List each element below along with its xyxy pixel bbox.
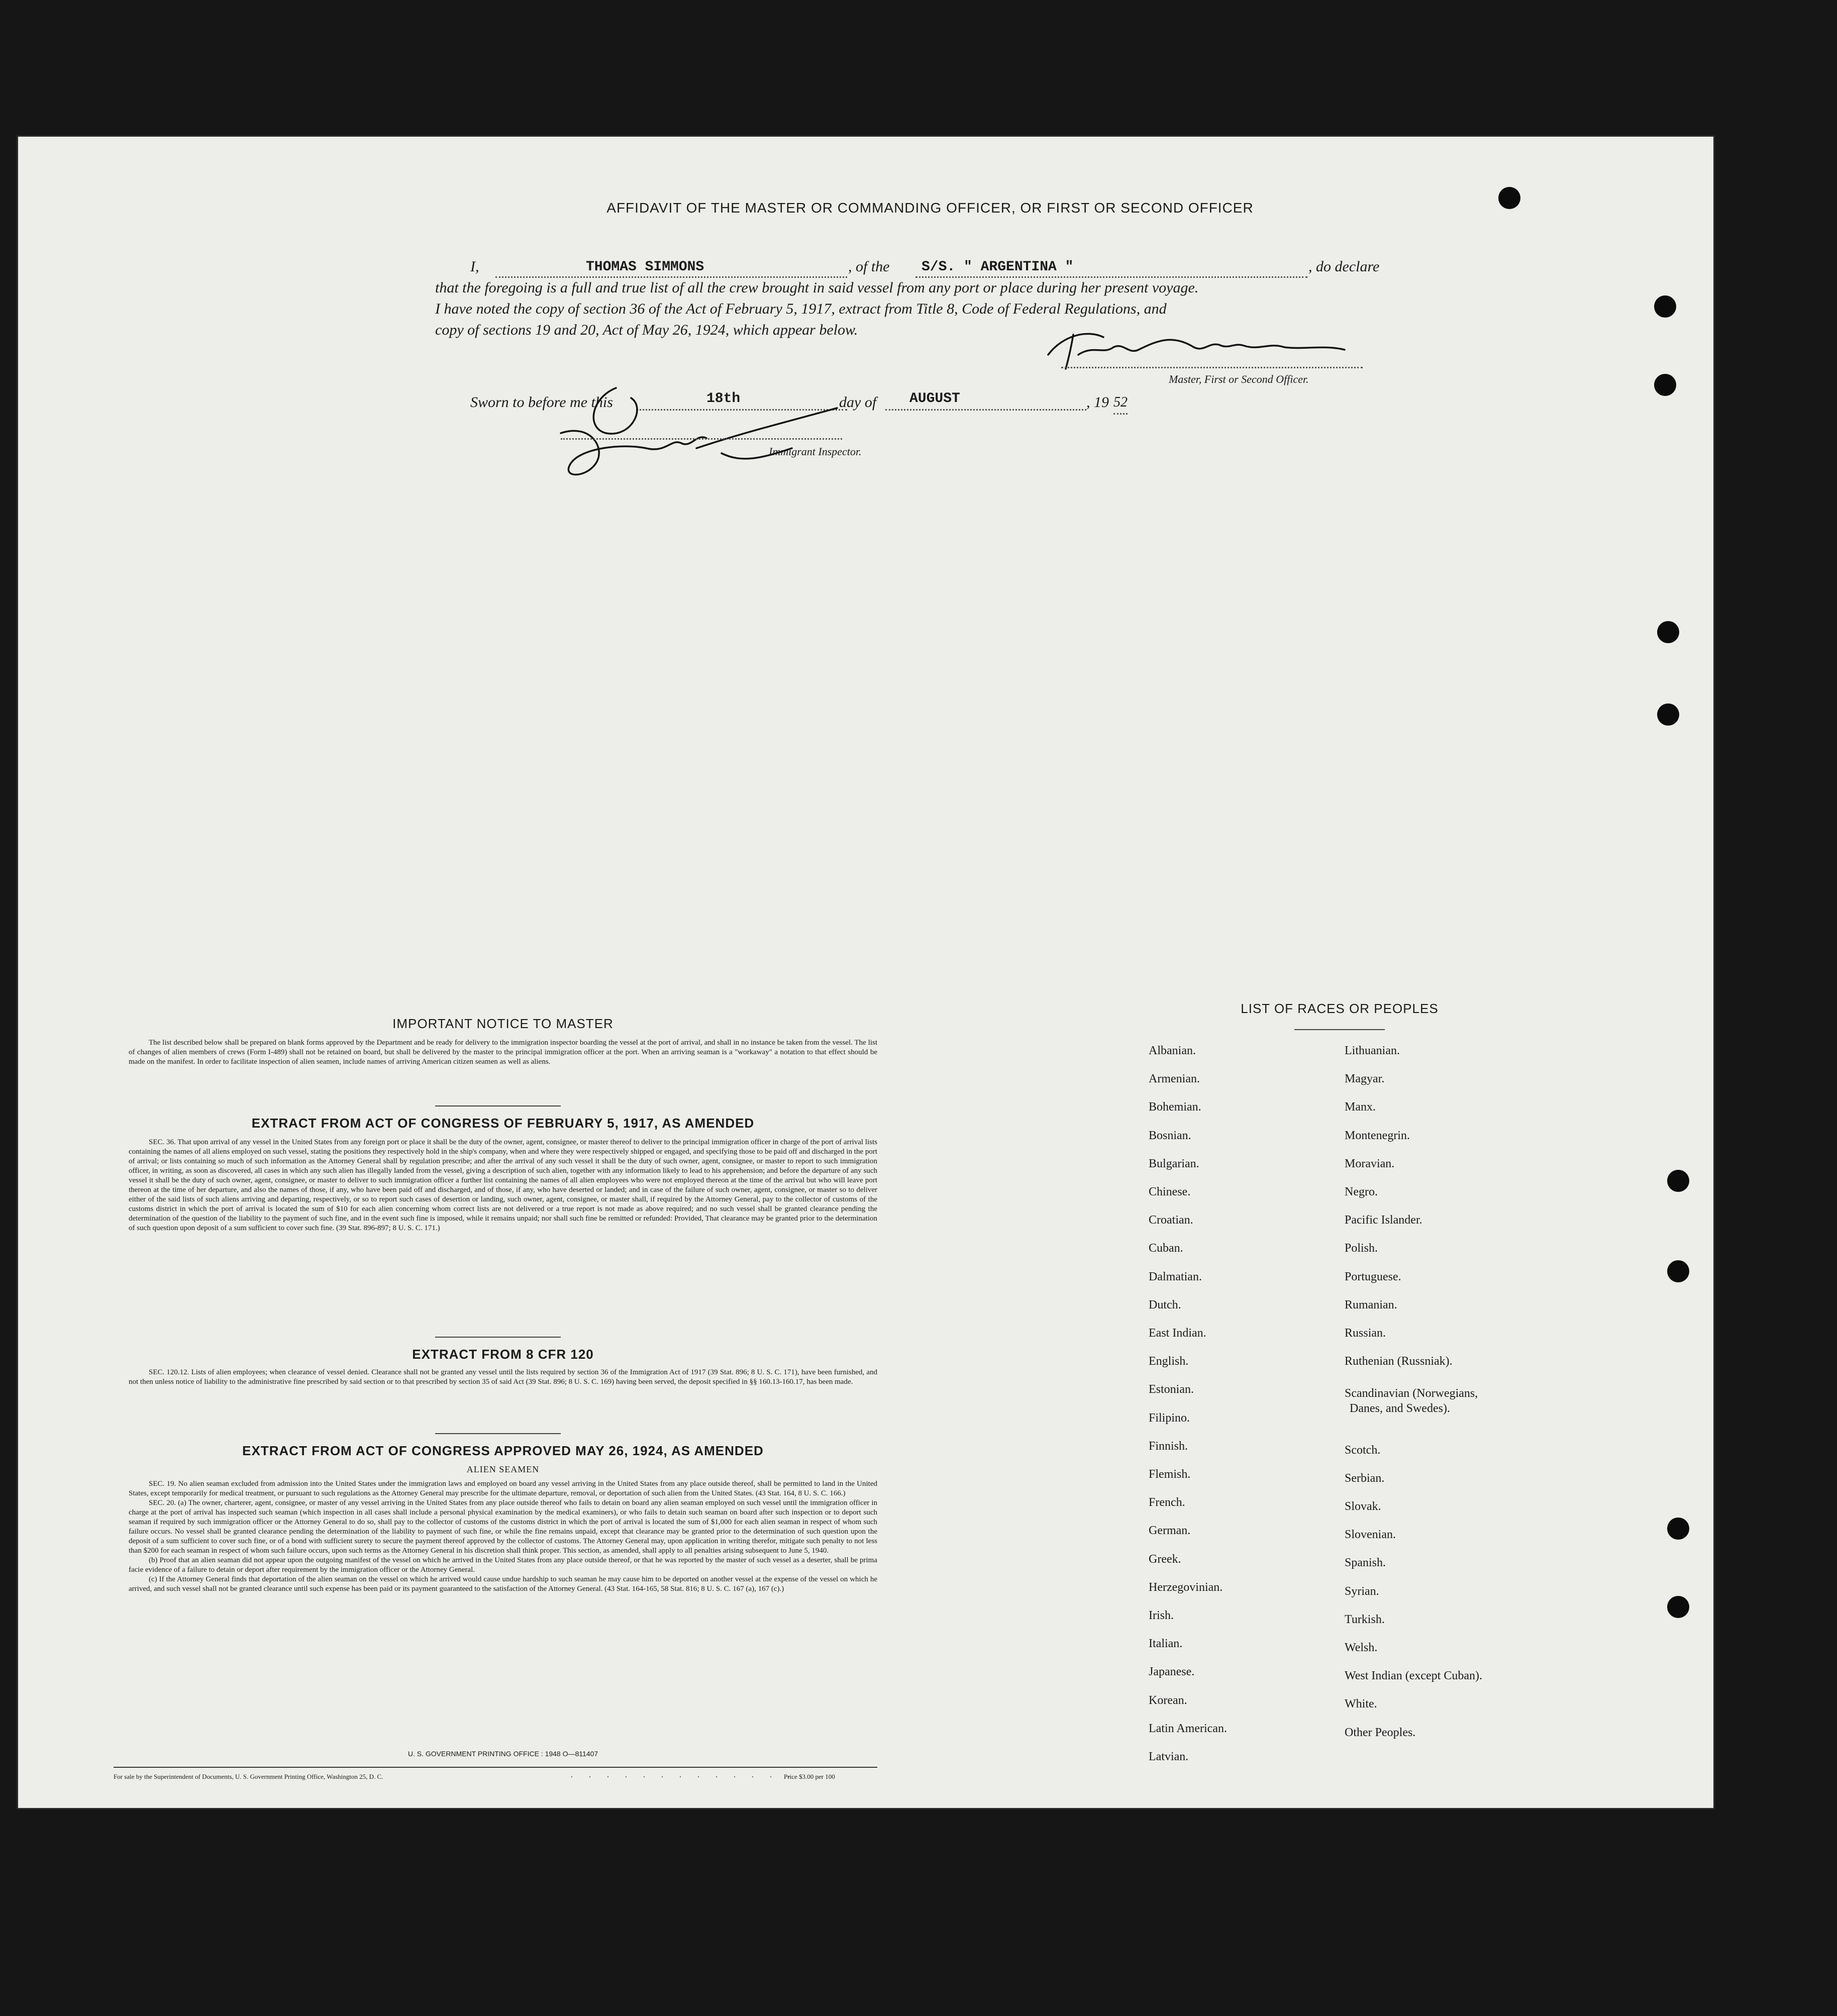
extract-1917-body: SEC. 36. That upon arrival of any vessel in the United States from any foreign port or place it shall be the duty of the owner, agent, consignee, or master thereof to deliver to the principal immigration officer in charge of the port of arrival lists containing the names of all aliens employed on such vessel, stating the positions they respectively hold in the ship's company, when and where they were respectively shipped or engaged, and specifying those to be paid off and discharged in the port of arrival; or lists containing so much of such information as the Attorney General shall by regulation prescribe; and after the arrival of any such vessel it shall be the duty of such owner, agent, consignee, or master to report to such immigration officer, in writing, as soon as discovered, all cases in which any such alien has illegally landed from the vessel, giving a description of such alien, together with any information likely to lead to his apprehension; and before the departure of any such vessel it shall be the duty of such owner, agent, consignee, or master to deliver to such immigration officer a further list containing the names of all alien employees who were not employed thereon at the time of the arrival but who will leave port thereon at the time of her departure, and also the names of those, if any, who have been paid off and discharged, and of those, if any, who have deserted or landed; and in case of the failure of such owner, agent, consignee, or master so to deliver either of the said lists of such aliens arriving and departing, respectively, or so to report such cases of desertion or landing, such owner, agent, consignee, or master shall, if required by the Attorney General, pay to the collector of customs of the customs district in which the port of arrival is located the sum of $10 for each alien concerning whom correct lists are not delivered or a true report is not made as above required; and no such vessel shall be granted clearance pending the determination of the question of the liability to the payment of such fine, and in the event such fine is imposed, while it remains unpaid; nor shall such fine be remitted or refunded: Provided, That clearance may be granted prior to the determination of such question upon deposit of a sum sufficient to cover such fine. (39 Stat. 896-897; 8 U. S. C. 171.) <box>129 1138 877 1232</box>
race-item: Lithuanian. <box>1345 1044 1400 1057</box>
race-item: Polish. <box>1345 1242 1378 1255</box>
master-signature-line <box>1061 366 1363 368</box>
master-name-line <box>495 260 847 278</box>
race-item: Serbian. <box>1345 1471 1385 1485</box>
race-item: Filipino. <box>1149 1411 1190 1425</box>
race-item: Scandinavian (Norwegians, <box>1345 1387 1478 1400</box>
for-sale-line: For sale by the Superintendent of Documents, U. S. Government Printing Office, Washington 25, D. C. <box>114 1773 383 1780</box>
race-item: Welsh. <box>1345 1641 1378 1654</box>
race-item: Estonian. <box>1149 1383 1194 1396</box>
race-item: Irish. <box>1149 1609 1174 1622</box>
gpo-line: U. S. GOVERNMENT PRINTING OFFICE : 1948 O—811407 <box>407 1750 598 1758</box>
notice-title: IMPORTANT NOTICE TO MASTER <box>392 1016 614 1031</box>
race-item: Italian. <box>1149 1637 1183 1651</box>
race-item: White. <box>1345 1697 1377 1711</box>
race-item: West Indian (except Cuban). <box>1345 1669 1482 1683</box>
race-item: Cuban. <box>1149 1242 1183 1255</box>
footer-dots: . . . . . . . . . . . . . <box>571 1771 797 1779</box>
punch-hole <box>1667 1170 1689 1192</box>
inspector-caption: Immigrant Inspector. <box>769 445 862 458</box>
punch-hole <box>1654 374 1676 396</box>
sworn-day: 18th <box>706 391 741 407</box>
race-item: Magyar. <box>1345 1072 1385 1086</box>
document-page <box>18 137 1713 1808</box>
extract-1924-subtitle: ALIEN SEAMEN <box>466 1464 540 1474</box>
race-item: Bosnian. <box>1149 1129 1191 1142</box>
race-item: English. <box>1149 1355 1189 1368</box>
race-item: Syrian. <box>1345 1584 1379 1598</box>
year-suffix: 52 <box>1113 392 1128 415</box>
punch-hole <box>1667 1596 1689 1618</box>
sworn-month: AUGUST <box>909 391 960 407</box>
race-item: Danes, and Swedes). <box>1350 1402 1450 1416</box>
punch-hole <box>1657 621 1679 643</box>
race-item: Bohemian. <box>1149 1100 1201 1114</box>
race-item: Croatian. <box>1149 1214 1193 1227</box>
extract-cfr-body: SEC. 120.12. Lists of alien employees; when clearance of vessel denied. Clearance shall not be granted any vessel until the lists required by section 36 of the Immigration Act of 1917 (39 Stat. 896; 8 U. S. C. 171), have been furnished, and not then unless notice of liability to the administrative fine prescribed by said section or to that prescribed by section 35 of said Act (39 Stat. 896; 8 U. S. C. 169) having been served, the deposit specified in §§ 160.13-160.17, has been made. <box>129 1368 877 1386</box>
sworn-label: Sworn to before me this <box>470 394 613 411</box>
race-item: Turkish. <box>1345 1612 1385 1626</box>
year-prefix: , 19 <box>1086 394 1109 411</box>
vessel-name: S/S. " ARGENTINA " <box>922 259 1074 275</box>
race-item: Dutch. <box>1149 1298 1181 1312</box>
race-item: Pacific Islander. <box>1345 1214 1422 1227</box>
extract-1924-p2: SEC. 20. (a) The owner, charterer, agent, consignee, or master of any vessel arriving in the United States from any place outside thereof who fails to detain on board any alien seaman employed on such vessel until the immigration officer in charge at the port of arrival has inspected such seaman (which inspection in all cases shall include a personal physical examination by the medical examiners), or who fails to detain such seaman on board after such inspection or to deport such seaman if required by such immigration officer or the Attorney General to do so, shall pay to the collector of customs of the customs district in which the port of arrival is located the sum of $1,000 for each alien seaman in respect of whom such failure occurs. No vessel shall be granted clearance pending the determination of the liability to payment of such fine, or while the fine remains unpaid, except that clearance may be granted prior to the determination of such question upon the deposit of a sum sufficient to cover such fine, or of a bond with sufficient surety to secure the payment thereof approved by the collector of customs. The Attorney General may, upon application in writing therefor, mitigate such penalty to not less than $200 for each seaman in respect of whom such failure occurs, upon such terms as the Attorney General in his discretion shall think proper. This section, as amended, shall apply to all penalties arising subsequent to June 5, 1940. <box>129 1499 877 1555</box>
race-item: Slovenian. <box>1345 1528 1396 1542</box>
race-item: Moravian. <box>1345 1157 1395 1170</box>
extract-1924-wrap <box>129 1479 877 1594</box>
extract-cfr-wrap <box>129 1368 877 1387</box>
footer-rule <box>114 1767 877 1768</box>
punch-hole <box>1654 295 1676 318</box>
race-item: French. <box>1149 1496 1185 1509</box>
extract-1924-p1: SEC. 19. No alien seaman excluded from admission into the United States under the immigration laws and employed on board any vessel arriving in the United States from any place outside thereof, shall be permitted to land in the United States, except temporarily for medical treatment, or pursuant to such regulations as the Attorney General may prescribe for the ultimate departure, removal, or deportation of such alien from the United States. (43 Stat. 164, 8 U. S. C. 166.) <box>129 1480 877 1497</box>
master-name: THOMAS SIMMONS <box>586 259 704 275</box>
price-line: Price $3.00 per 100 <box>784 1773 835 1780</box>
race-item: Spanish. <box>1345 1556 1386 1570</box>
inspector-signature <box>531 378 842 488</box>
divider <box>435 1433 561 1434</box>
divider <box>435 1105 561 1106</box>
race-item: Herzegovinian. <box>1149 1580 1223 1594</box>
affidavit-of-the: , of the <box>848 258 890 275</box>
notice-body: The list described below shall be prepared on blank forms approved by the Department and be ready for delivery to the immigration inspector boarding the vessel at the port of arrival, and shall in no instance be taken from the vessel. The list of changes of alien members of crews (Form I-489) shall not be retained on board, but shall be delivered by the master to the principal immigration officer at the port. When an arriving seaman is a "workaway" a notation to that effect should be made on the manifest. In order to facilitate inspection of alien seamen, include names of arriving American citizen seamen as well as aliens. <box>129 1039 877 1066</box>
race-item: Manx. <box>1345 1100 1376 1114</box>
race-item: Bulgarian. <box>1149 1157 1199 1170</box>
punch-hole <box>1667 1260 1689 1282</box>
race-item: Portuguese. <box>1345 1270 1401 1283</box>
race-item: Slovak. <box>1345 1500 1381 1513</box>
master-caption: Master, First or Second Officer. <box>1169 373 1309 385</box>
race-item: Finnish. <box>1149 1439 1188 1453</box>
affidavit-line3: I have noted the copy of section 36 of the Act of February 5, 1917, extract from Title 8, Code of Federal Regulations, and <box>435 300 1167 317</box>
race-item: Armenian. <box>1149 1072 1200 1086</box>
race-item: Other Peoples. <box>1345 1726 1416 1739</box>
affidavit-title: AFFIDAVIT OF THE MASTER OR COMMANDING OFFICER, OR FIRST OR SECOND OFFICER <box>606 200 1254 216</box>
extract-1917-title: EXTRACT FROM ACT OF CONGRESS OF FEBRUARY 5, 1917, AS AMENDED <box>251 1116 755 1131</box>
race-item: Ruthenian (Russniak). <box>1345 1355 1453 1368</box>
notice-body-wrap <box>129 1038 877 1067</box>
race-item: Rumanian. <box>1345 1298 1397 1312</box>
vessel-line <box>915 260 1307 278</box>
race-item: Latvian. <box>1149 1750 1189 1763</box>
punch-hole <box>1657 703 1679 726</box>
extract-1924-p3: (b) Proof that an alien seaman did not appear upon the outgoing manifest of the vessel on which he arrived in the United States from any place outside thereof, or that he was reported by the master of such vessel as a deserter, shall be prima facie evidence of a failure to detain or deport after requirement by the immigration officer or the Attorney General. <box>129 1556 877 1574</box>
punch-hole <box>1498 187 1520 209</box>
race-item: Latin American. <box>1149 1722 1227 1735</box>
race-item: Albanian. <box>1149 1044 1196 1057</box>
divider <box>435 1337 561 1338</box>
race-item: Montenegrin. <box>1345 1129 1410 1142</box>
affidavit-do-declare: , do declare <box>1308 258 1380 275</box>
affidavit-i: I, <box>470 258 479 275</box>
races-divider <box>1294 1029 1385 1030</box>
race-item: Greek. <box>1149 1552 1181 1566</box>
race-item: Dalmatian. <box>1149 1270 1202 1283</box>
race-item: Flemish. <box>1149 1468 1191 1481</box>
extract-1924-title: EXTRACT FROM ACT OF CONGRESS APPROVED MAY 26, 1924, AS AMENDED <box>242 1443 764 1458</box>
inspector-signature-line <box>561 437 842 440</box>
affidavit-line2: that the foregoing is a full and true list of all the crew brought in said vessel from any port or place during her present voyage. <box>435 279 1199 296</box>
punch-hole <box>1667 1518 1689 1540</box>
extract-1917-wrap <box>129 1138 877 1233</box>
race-item: Japanese. <box>1149 1665 1195 1679</box>
race-item: German. <box>1149 1524 1191 1538</box>
race-item: Negro. <box>1345 1185 1378 1198</box>
race-item: Korean. <box>1149 1693 1187 1707</box>
day-of-label: day of <box>839 394 877 411</box>
races-title: LIST OF RACES OR PEOPLES <box>1241 1001 1439 1016</box>
extract-cfr-title: EXTRACT FROM 8 CFR 120 <box>412 1347 594 1362</box>
race-item: Russian. <box>1345 1327 1386 1340</box>
affidavit-line4: copy of sections 19 and 20, Act of May 26, 1924, which appear below. <box>435 322 858 338</box>
month-line <box>885 393 1086 411</box>
extract-1924-p4: (c) If the Attorney General finds that deportation of the alien seaman on the vessel on which he arrived would cause undue hardship to such seaman he may cause him to be deported on another vessel at the expense of the vessel on which he arrived, and such vessel shall not be granted clearance until such expense has been paid or its payment guaranteed to the satisfaction of the Attorney General. (43 Stat. 164-165, 58 Stat. 816; 8 U. S. C. 167 (a), 167 (c).) <box>129 1575 877 1593</box>
race-item: East Indian. <box>1149 1327 1206 1340</box>
race-item: Chinese. <box>1149 1185 1191 1198</box>
race-item: Scotch. <box>1345 1443 1381 1457</box>
